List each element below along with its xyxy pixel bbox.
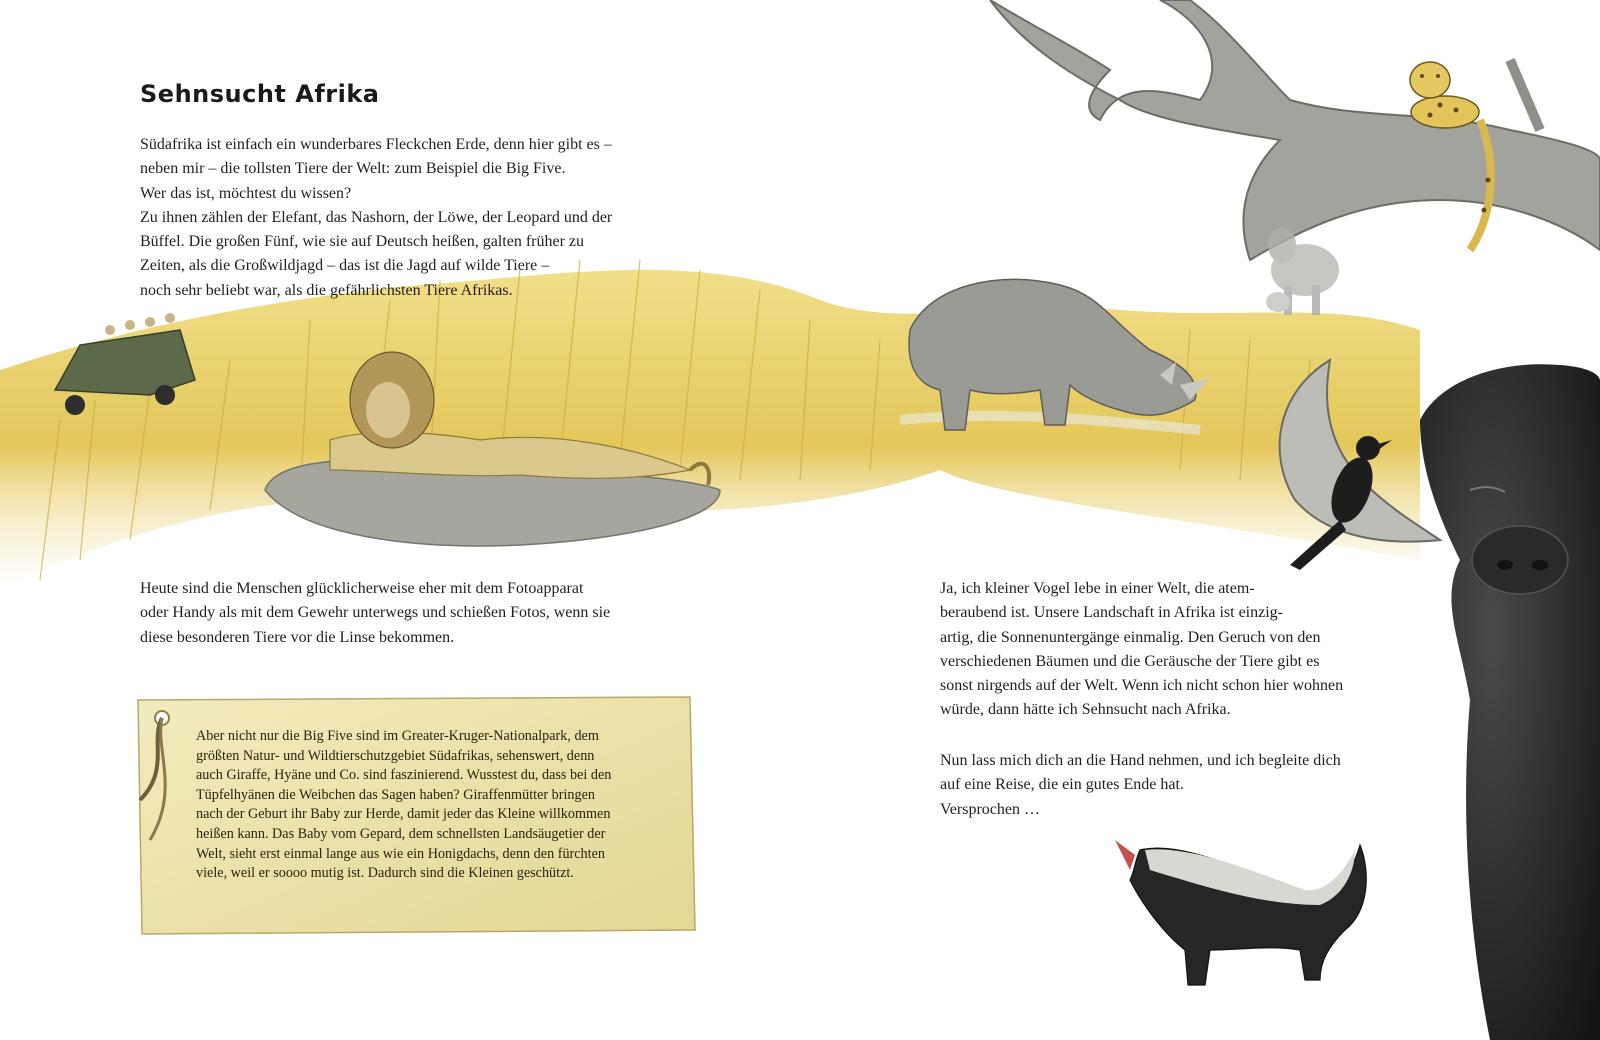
closing-paragraph bbox=[940, 749, 1341, 822]
note-line: Welt, sieht erst einmal lange aus wie ein Honigdachs, denn den fürchten bbox=[196, 845, 605, 862]
intro-line: Wer das ist, möchtest du wissen? bbox=[140, 184, 352, 202]
intro-line: noch sehr beliebt war, als die gefährlichsten Tiere Afrikas. bbox=[140, 281, 513, 299]
note-line: größten Natur- und Wildtierschutzgebiet Südafrikas, sehenswert, denn bbox=[196, 747, 595, 764]
photo-line: oder Handy als mit dem Gewehr unterwegs und schießen Fotos, wenn sie bbox=[140, 604, 611, 622]
note-line: heißen kann. Das Baby vom Gepard, dem schnellsten Landsäugetier der bbox=[196, 825, 606, 842]
elephant-icon bbox=[1266, 227, 1339, 315]
page-title: Sehnsucht Afrika bbox=[140, 80, 380, 108]
note-line: viele, weil er soooo mutig ist. Dadurch sind die Kleinen geschützt. bbox=[196, 865, 574, 882]
intro-line: Zeiten, als die Großwildjagd – das ist die Jagd auf wilde Tiere – bbox=[140, 257, 550, 275]
closing-line: auf eine Reise, die ein gutes Ende hat. bbox=[940, 776, 1184, 794]
bird-line: beraubend ist. Unsere Landschaft in Afrika ist einzig- bbox=[940, 604, 1283, 622]
photo-line: diese besonderen Tiere vor die Linse bekommen. bbox=[140, 628, 455, 646]
closing-line: Versprochen … bbox=[940, 800, 1040, 818]
tree-branch-icon bbox=[990, 0, 1600, 260]
photo-paragraph bbox=[140, 577, 610, 650]
intro-line: Zu ihnen zählen der Elefant, das Nashorn, der Löwe, der Leopard und der bbox=[140, 208, 613, 226]
grass-field bbox=[0, 260, 1420, 590]
honey-badger-icon bbox=[1115, 840, 1366, 985]
intro-paragraph bbox=[140, 133, 612, 303]
note-text bbox=[196, 727, 611, 884]
note-line: Aber nicht nur die Big Five sind im Greater-Kruger-Nationalpark, dem bbox=[196, 728, 599, 744]
note-line: auch Giraffe, Hyäne und Co. sind faszinierend. Wusstest du, dass bei den bbox=[196, 767, 612, 784]
intro-line: neben mir – die tollsten Tiere der Welt: zum Beispiel die Big Five. bbox=[140, 160, 566, 178]
bird-line: Ja, ich kleiner Vogel lebe in einer Welt, die atem- bbox=[940, 580, 1255, 597]
photo-line: Heute sind die Menschen glücklicherweise eher mit dem Fotoapparat bbox=[140, 580, 584, 597]
bird-line: verschiedenen Bäumen und die Geräusche der Tiere gibt es bbox=[940, 652, 1320, 670]
note-line: Tüpfelhyänen die Weibchen das Sagen haben? Giraffenmütter bringen bbox=[196, 786, 595, 803]
intro-line: Büffel. Die großen Fünf, wie sie auf Deutsch heißen, galten früher zu bbox=[140, 233, 585, 251]
bird-line: artig, die Sonnenuntergänge einmalig. Den Geruch von den bbox=[940, 628, 1321, 646]
bird-paragraph bbox=[940, 577, 1343, 723]
closing-line: Nun lass mich dich an die Hand nehmen, und ich begleite dich bbox=[940, 752, 1341, 769]
bird-line: sonst nirgends auf der Welt. Wenn ich nicht schon hier wohnen bbox=[940, 677, 1344, 695]
bird-line: würde, dann hätte ich Sehnsucht nach Afrika. bbox=[940, 701, 1231, 719]
note-line: nach der Geburt ihr Baby zur Herde, damit jeder das Kleine willkommen bbox=[196, 806, 611, 823]
intro-line: Südafrika ist einfach ein wunderbares Fleckchen Erde, denn hier gibt es – bbox=[140, 136, 612, 153]
